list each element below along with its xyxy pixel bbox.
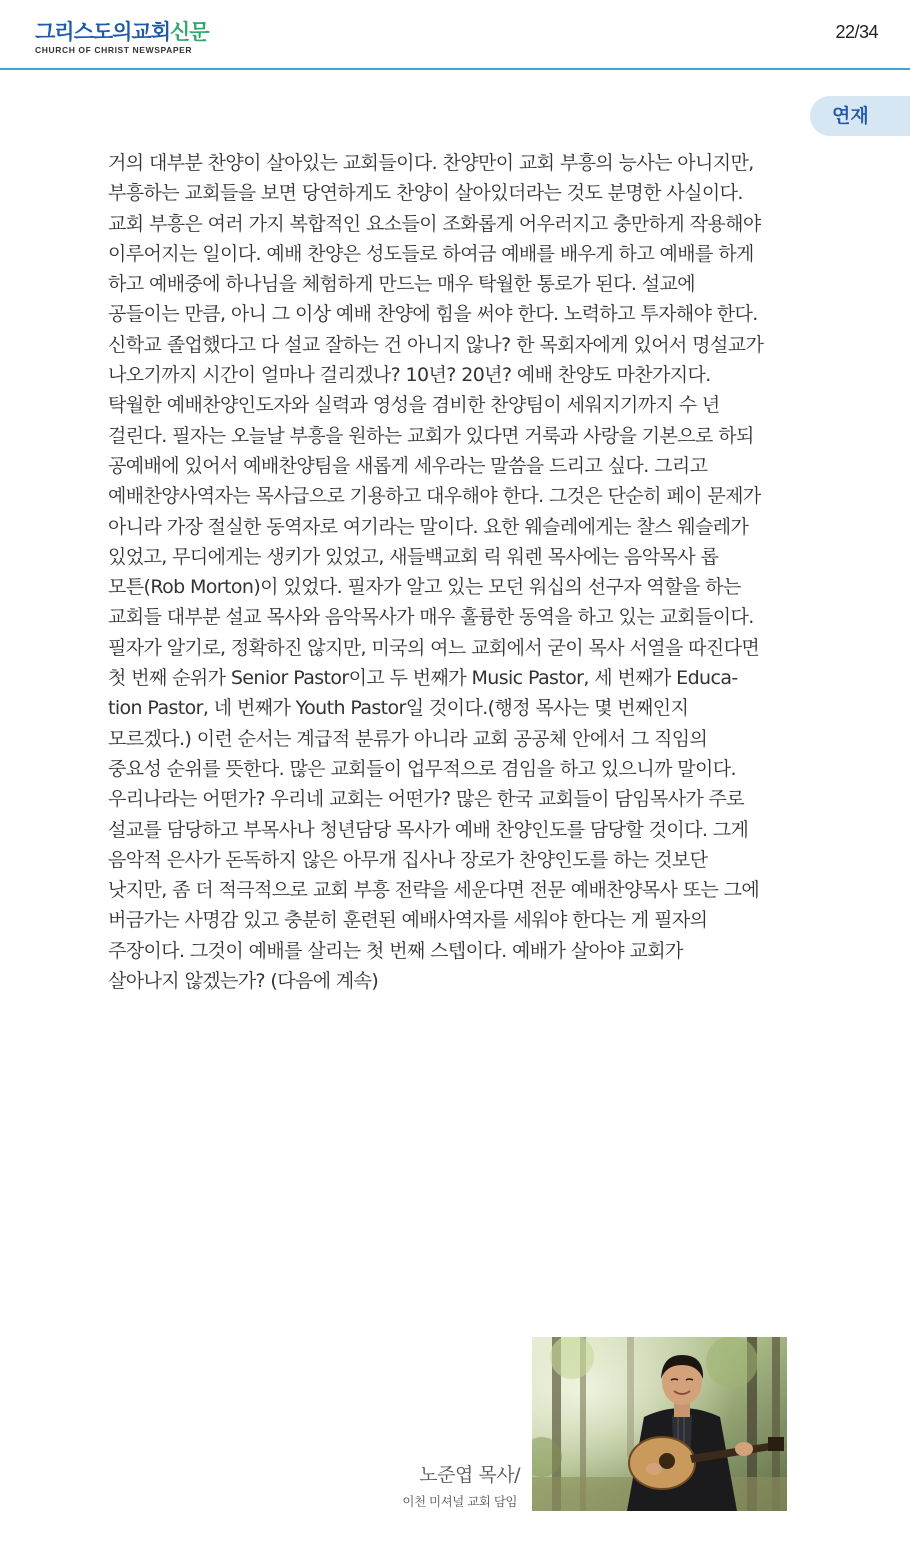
logo-title <box>35 20 209 44</box>
article-line: 걸린다. 필자는 오늘날 부흥을 원하는 교회가 있다면 거룩과 사랑을 기본으로 하되 <box>108 424 754 447</box>
article-line: 아니라 가장 절실한 동역자로 여기라는 말이다. 요한 웨슬레에게는 찰스 웨슬레가 <box>108 515 749 538</box>
newspaper-logo[interactable] <box>35 20 209 56</box>
author-name: 노준엽 목사/ <box>419 1464 520 1486</box>
article-line: 설교를 담당하고 부목사나 청년담당 목사가 예배 찬양인도를 담당할 것이다. 그게 <box>108 818 749 841</box>
article-line: 버금가는 사명감 있고 충분히 훈련된 예배사역자를 세워야 한다는 게 필자의 <box>108 909 708 932</box>
logo-title-main: 그리스도의교회 <box>35 20 171 44</box>
article-line: 모르겠다.) 이런 순서는 계급적 분류가 아니라 교회 공공체 안에서 그 직임의 <box>108 727 708 750</box>
article-line: 살아나지 않겠는가? (다음에 계속) <box>108 970 379 993</box>
logo-title-accent: 신문 <box>170 20 209 44</box>
article-body <box>108 148 813 996</box>
logo-subtitle: CHURCH OF CHRIST NEWSPAPER <box>35 45 193 55</box>
article-line: 나오기까지 시간이 얼마나 걸리겠나? 10년? 20년? 예배 찬양도 마찬가지다. <box>108 364 711 387</box>
page-header <box>0 0 910 70</box>
article-line: 주장이다. 그것이 예배를 살리는 첫 번째 스텝이다. 예배가 살아야 교회가 <box>108 939 683 962</box>
article-line: 신학교 졸업했다고 다 설교 잘하는 건 아니지 않나? 한 목회자에게 있어서 명설교가 <box>108 333 764 356</box>
article-line: 우리나라는 어떤가? 우리네 교회는 어떤가? 많은 한국 교회들이 담임목사가 주로 <box>108 788 745 811</box>
article-line: 필자가 알기로, 정확하진 않지만, 미국의 여느 교회에서 굳이 목사 서열을 따진다면 <box>108 636 760 659</box>
article-line: 거의 대부분 찬양이 살아있는 교회들이다. 찬양만이 교회 부흥의 능사는 아니지만, <box>108 152 754 174</box>
article-line: 모튼(Rob Morton)이 있었다. 필자가 알고 있는 모던 워십의 선구자 역할을 하는 <box>108 576 741 599</box>
article-line: 하고 예배중에 하나님을 체험하게 만드는 매우 탁월한 통로가 된다. 설교에 <box>108 273 696 296</box>
article-line: 중요성 순위를 뜻한다. 많은 교회들이 업무적으로 겸임을 하고 있으니까 말이다. <box>108 757 736 780</box>
article-line: 교회 부흥은 여러 가지 복합적인 요소들이 조화롭게 어우러지고 충만하게 작용해야 <box>108 212 761 235</box>
section-tab-serial: 연재 <box>810 96 910 136</box>
article-line: 첫 번째 순위가 Senior Pastor이고 두 번째가 Music Pastor, 세 번째가 Educa- <box>108 667 738 690</box>
article-line: 탁월한 예배찬양인도자와 실력과 영성을 겸비한 찬양팀이 세워지기까지 수 년 <box>108 394 720 417</box>
article-line: 예배찬양사역자는 목사급으로 기용하고 대우해야 한다. 그것은 단순히 페이 문제가 <box>108 485 761 508</box>
article-line: tion Pastor, 네 번째가 Youth Pastor일 것이다.(행정 목사는 몇 번째인지 <box>108 697 689 720</box>
article-line: 낫지만, 좀 더 적극적으로 교회 부흥 전략을 세운다면 전문 예배찬양목사 또는 그에 <box>108 879 760 902</box>
article-line: 있었고, 무디에게는 생키가 있었고, 새들백교회 릭 워렌 목사에는 음악목사 롭 <box>108 545 719 568</box>
article-line: 공예배에 있어서 예배찬양팀을 새롭게 세우라는 말씀을 드리고 싶다. 그리고 <box>108 454 708 477</box>
article-line: 부흥하는 교회들을 보면 당연하게도 찬양이 살아있더라는 것도 분명한 사실이다. <box>108 182 743 205</box>
article-line: 공들이는 만큼, 아니 그 이상 예배 찬양에 힘을 써야 한다. 노력하고 투자해야 한다. <box>108 303 758 326</box>
article-line: 이루어지는 일이다. 예배 찬양은 성도들로 하여금 예배를 배우게 하고 예배를 하게 <box>108 242 754 265</box>
author-role: 이천 미셔널 교회 담임 <box>402 1494 517 1509</box>
article-line: 교회들 대부분 설교 목사와 음악목사가 매우 훌륭한 동역을 하고 있는 교회들이다. <box>108 606 754 629</box>
page-number: 22/34 <box>835 22 878 42</box>
author-photo <box>532 1337 787 1511</box>
article-line: 음악적 은사가 돈독하지 않은 아무개 집사나 장로가 찬양인도를 하는 것보단 <box>108 848 708 871</box>
